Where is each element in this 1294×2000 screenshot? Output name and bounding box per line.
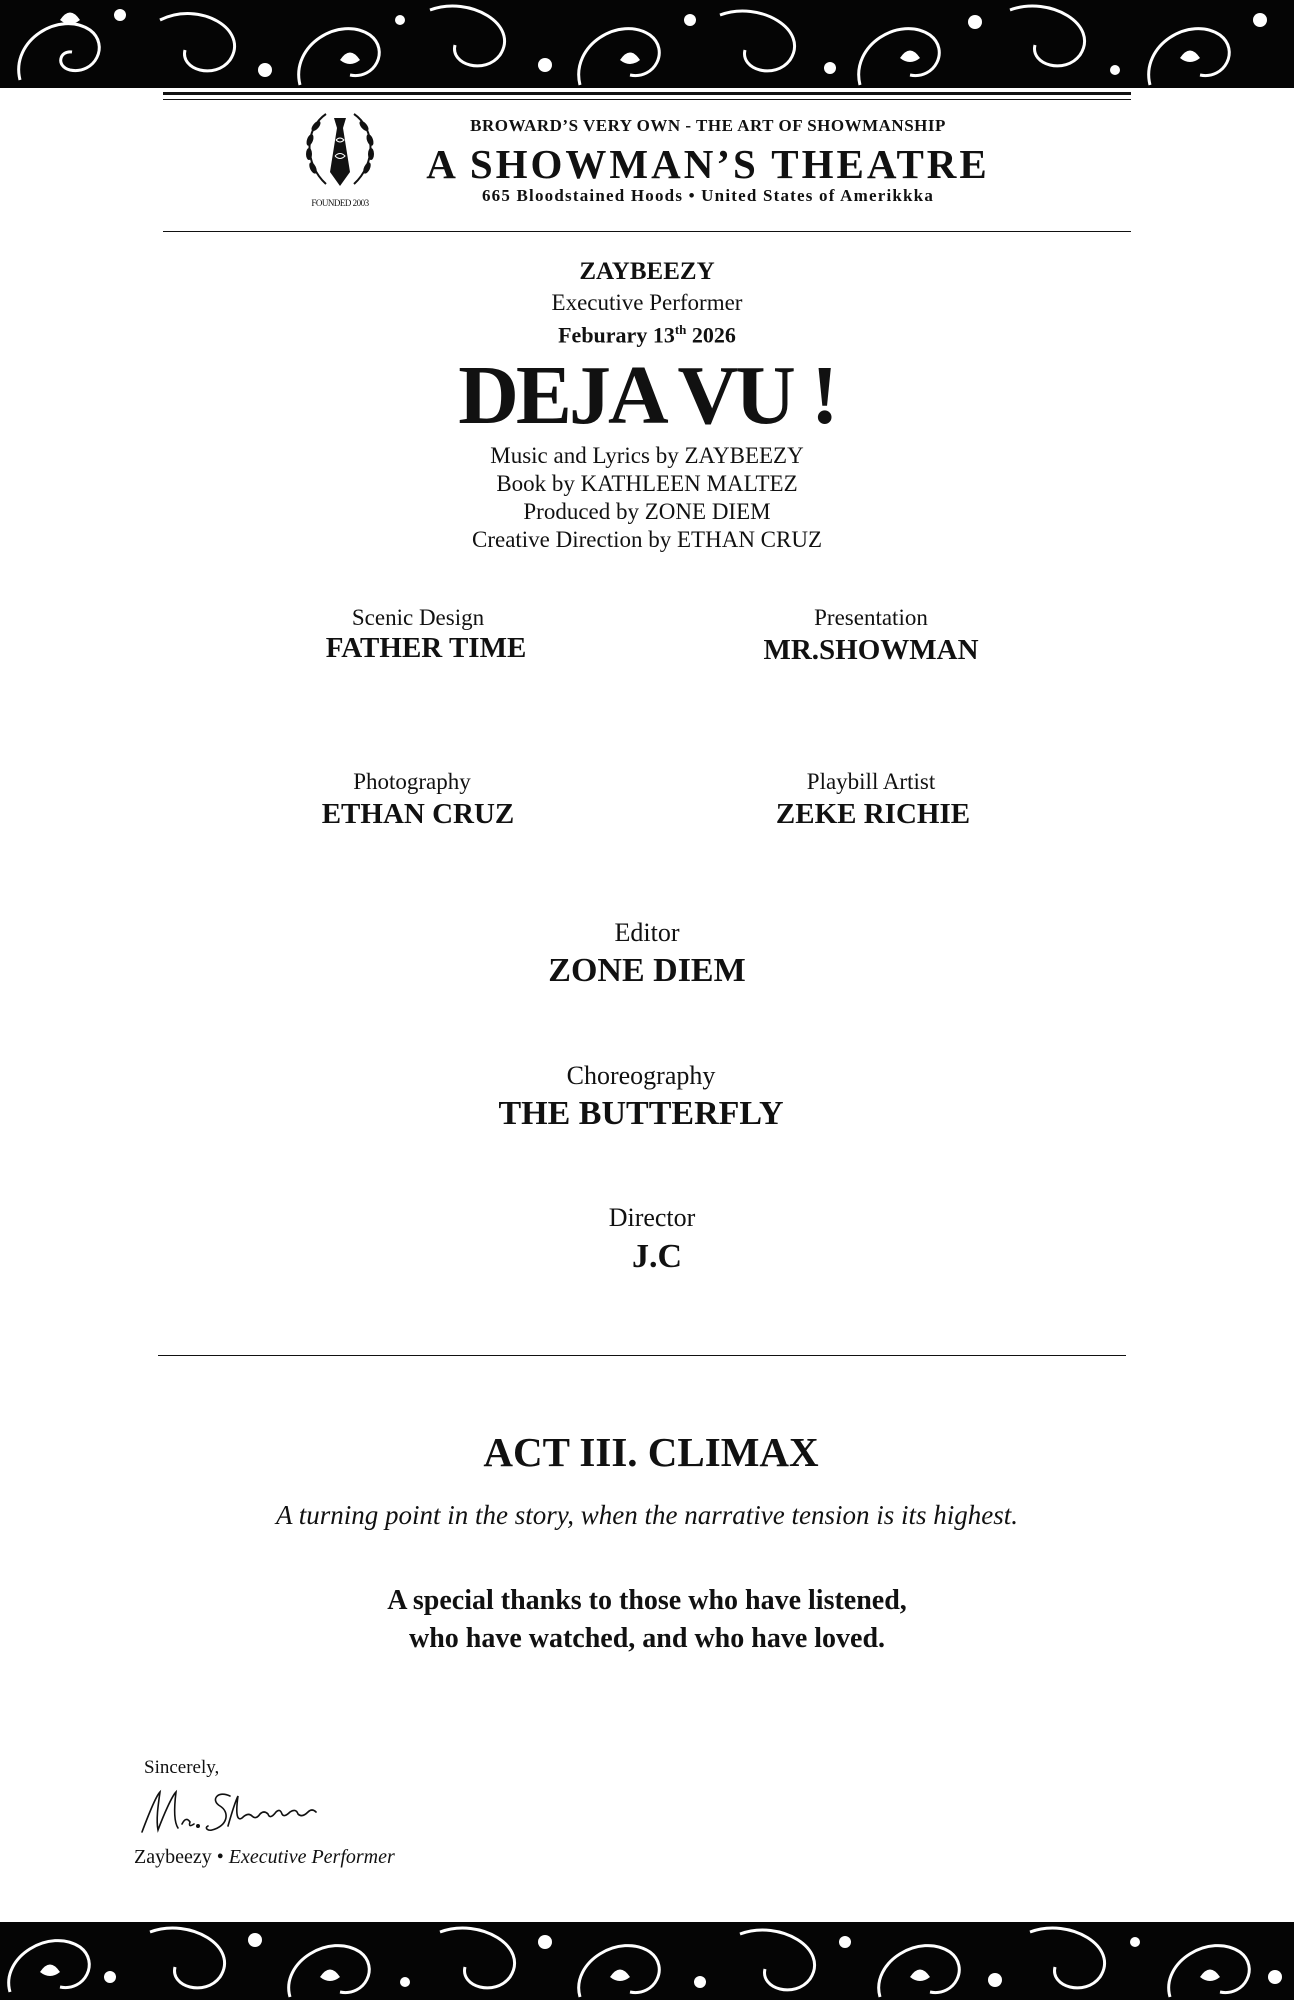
- thanks-message: A special thanks to those who have listened, who have watched, and who have loved.: [387, 1585, 907, 1654]
- header-rule-top-thick: [163, 92, 1131, 95]
- show-date-year: 2026: [686, 322, 736, 348]
- role-name-choreography: THE BUTTERFLY: [498, 1095, 784, 1132]
- paisley-pattern-icon: [0, 0, 1294, 88]
- role-name-playbill-artist: ZEKE RICHIE: [775, 798, 971, 830]
- section-divider: [158, 1355, 1126, 1356]
- laurel-necktie-icon: [296, 104, 384, 200]
- role-label-director: Director: [608, 1203, 696, 1232]
- role-name-photography: ETHAN CRUZ: [321, 798, 515, 830]
- role-label-scenic-design: Scenic Design: [351, 605, 485, 630]
- role-label-playbill-artist: Playbill Artist: [806, 769, 936, 794]
- performer-role: Executive Performer: [551, 290, 743, 315]
- role-name-scenic-design: FATHER TIME: [325, 632, 527, 664]
- signature: [138, 1786, 338, 1842]
- act-title: ACT III. CLIMAX: [483, 1429, 819, 1475]
- show-date: [0, 322, 1294, 348]
- credit-line: Music and Lyrics by ZAYBEEZY: [490, 443, 804, 468]
- role-name-director: J.C: [631, 1238, 683, 1275]
- header-tagline: BROWARD’S VERY OWN - THE ART OF SHOWMANSHIP: [470, 116, 946, 135]
- role-label-photography: Photography: [353, 769, 471, 794]
- show-date-ordinal: th: [674, 322, 687, 337]
- logo-caption: FOUNDED 2003: [311, 198, 369, 208]
- signoff: [134, 1846, 395, 1869]
- header-rule-bottom: [163, 231, 1131, 232]
- theatre-address: 665 Bloodstained Hoods • United States of Amerikkka: [481, 186, 935, 205]
- theatre-logo: [296, 104, 384, 214]
- role-label-choreography: Choreography: [566, 1061, 716, 1090]
- paisley-pattern-icon: [0, 1922, 1294, 2000]
- bandana-band-top: [0, 0, 1294, 88]
- sincerely-text: Sincerely,: [144, 1757, 220, 1778]
- role-name-editor: ZONE DIEM: [548, 952, 746, 989]
- performer-name: ZAYBEEZY: [579, 258, 715, 285]
- role-name-presentation: MR.SHOWMAN: [763, 634, 979, 666]
- credit-line: Produced by ZONE DIEM: [523, 499, 771, 524]
- signoff-separator: •: [211, 1846, 229, 1868]
- signature-icon: [138, 1786, 338, 1842]
- credit-line: Book by KATHLEEN MALTEZ: [496, 471, 798, 496]
- theatre-name: A SHOWMAN’S THEATRE: [426, 141, 990, 187]
- signer-name: Zaybeezy: [134, 1846, 212, 1868]
- show-date-day: Feburary 13: [558, 322, 675, 348]
- role-label-editor: Editor: [614, 918, 680, 947]
- bandana-band-bottom: [0, 1922, 1294, 2000]
- signer-role: Executive Performer: [228, 1846, 395, 1868]
- credit-line: Creative Direction by ETHAN CRUZ: [471, 527, 823, 552]
- show-title: DEJA VU !: [458, 349, 836, 442]
- header-rule-top-thin: [163, 99, 1131, 100]
- role-label-presentation: Presentation: [814, 605, 928, 630]
- act-description: A turning point in the story, when the narrative tension is its highest.: [276, 1500, 1018, 1530]
